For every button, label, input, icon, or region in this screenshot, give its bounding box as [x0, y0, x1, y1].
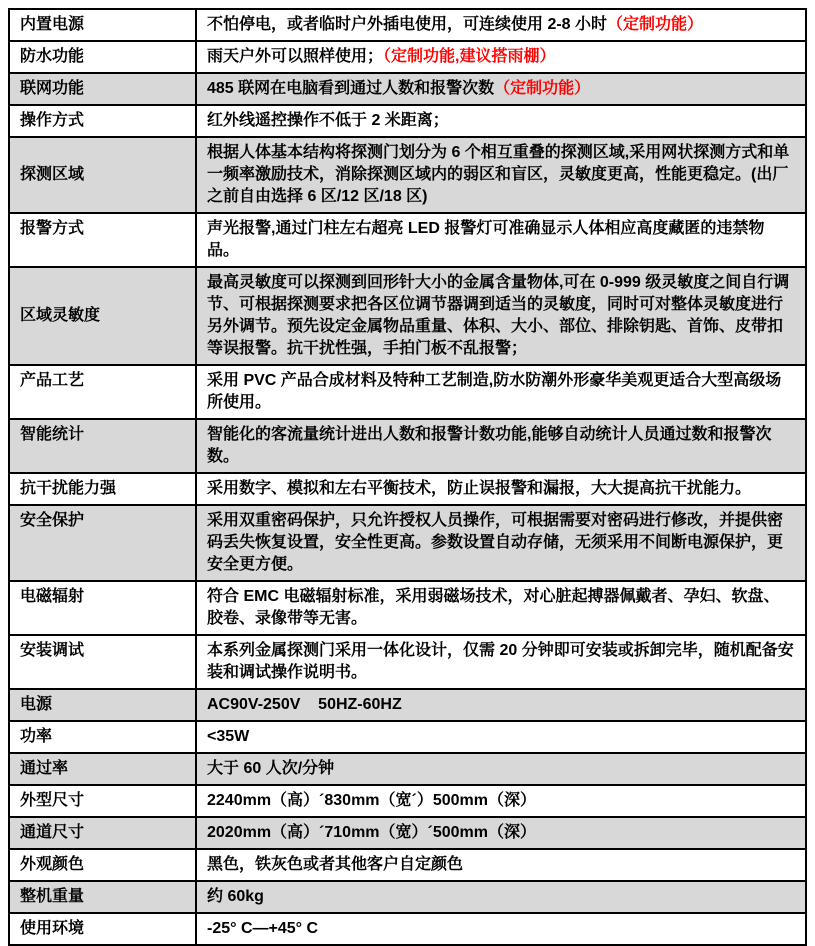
spec-name-label: 功率 [20, 728, 53, 745]
table-row [9, 689, 806, 721]
spec-value-cell [196, 881, 806, 913]
spec-value-highlight: （定制功能） [607, 16, 704, 33]
spec-value-cell [196, 689, 806, 721]
spec-name-cell [9, 689, 196, 721]
spec-name-cell [9, 817, 196, 849]
spec-name-cell [9, 137, 196, 213]
table-row [9, 785, 806, 817]
spec-value-cell [196, 41, 806, 73]
spec-value-cell [196, 849, 806, 881]
spec-name-label: 区域灵敏度 [20, 307, 101, 324]
spec-name-cell [9, 267, 196, 365]
spec-value-text: <35W [207, 728, 250, 745]
spec-value-text: 符合 EMC 电磁辐射标准，采用弱磁场技术，对心脏起搏器佩戴者、孕妇、软盘、胶卷、录像带等无害。 [207, 588, 780, 627]
spec-value-text: 采用双重密码保护，只允许授权人员操作，可根据需要对密码进行修改，并提供密码丢失恢复设置，安全性更高。参数设置自动存储，无须采用不间断电源保护，更安全更方便。 [207, 512, 784, 573]
spec-name-cell [9, 41, 196, 73]
table-row [9, 105, 806, 137]
spec-value-highlight: （定制功能,建议搭雨棚） [383, 48, 556, 65]
spec-name-label: 通道尺寸 [20, 824, 85, 841]
table-row [9, 41, 806, 73]
table-row [9, 213, 806, 267]
table-row [9, 721, 806, 753]
table-row [9, 9, 806, 41]
spec-name-cell [9, 913, 196, 945]
table-row [9, 635, 806, 689]
spec-value-text: -25° C—+45° C [207, 920, 319, 937]
table-row [9, 505, 806, 581]
spec-value-cell [196, 635, 806, 689]
spec-value-text: 最高灵敏度可以探测到回形针大小的金属含量物体,可在 0-999 级灵敏度之间自行调节、可根据探测要求把各区位调节器调到适当的灵敏度，同时可对整体灵敏度进行另外调节。预先设定金属物品重量、体积、大小、部位、排除钥匙、首饰、皮带扣等误报警。抗干扰性强，手拍门板不乱报警； [207, 274, 790, 357]
spec-name-label: 智能统计 [20, 426, 85, 443]
spec-name-cell [9, 753, 196, 785]
spec-name-cell [9, 105, 196, 137]
table-row [9, 817, 806, 849]
spec-name-cell [9, 419, 196, 473]
table-row [9, 267, 806, 365]
table-row [9, 581, 806, 635]
table-row [9, 419, 806, 473]
spec-value-cell [196, 913, 806, 945]
spec-name-cell [9, 721, 196, 753]
spec-value-text: 根据人体基本结构将探测门划分为 6 个相互重叠的探测区域,采用网状探测方式和单一频率激励技术，消除探测区域内的弱区和盲区，灵敏度更高，性能更稳定。(出厂之前自由选择 6 区/12 区/18 区) [207, 144, 790, 205]
spec-value-text: 约 60kg [207, 888, 264, 905]
spec-value-cell [196, 213, 806, 267]
spec-value-text: 黑色，铁灰色或者其他客户自定颜色 [207, 856, 464, 873]
spec-value-cell [196, 419, 806, 473]
spec-name-label: 整机重量 [20, 888, 85, 905]
spec-value-text: 2020mm（高）´710mm（宽）´500mm（深） [207, 824, 537, 841]
spec-value-cell [196, 581, 806, 635]
spec-name-label: 外观颜色 [20, 856, 85, 873]
spec-value-highlight: （定制功能） [494, 80, 591, 97]
spec-value-cell [196, 105, 806, 137]
spec-value-text: 采用 PVC 产品合成材料及特种工艺制造,防水防潮外形豪华美观更适合大型高级场所使用。 [207, 372, 782, 411]
spec-value-text: AC90V-250V 50HZ-60HZ [207, 696, 402, 713]
spec-value-cell [196, 267, 806, 365]
spec-value-cell [196, 73, 806, 105]
spec-name-label: 探测区域 [20, 166, 85, 183]
spec-value-text: 雨天户外可以照样使用； [207, 48, 384, 65]
product-spec-table [8, 8, 807, 946]
spec-value-text: 2240mm（高）´830mm（宽´）500mm（深） [207, 792, 537, 809]
spec-name-label: 电源 [20, 696, 53, 713]
spec-name-cell [9, 635, 196, 689]
spec-value-text: 不怕停电，或者临时户外插电使用，可连续使用 2-8 小时 [207, 16, 608, 33]
table-row [9, 753, 806, 785]
spec-name-label: 通过率 [20, 760, 69, 777]
spec-name-cell [9, 73, 196, 105]
spec-value-text: 485 联网在电脑看到通过人数和报警次数 [207, 80, 495, 97]
spec-name-cell [9, 505, 196, 581]
spec-name-cell [9, 785, 196, 817]
spec-value-text: 采用数字、模拟和左右平衡技术，防止误报警和漏报，大大提高抗干扰能力。 [207, 480, 752, 497]
spec-value-cell [196, 721, 806, 753]
spec-value-text: 本系列金属探测门采用一体化设计，仅需 20 分钟即可安装或拆卸完毕，随机配备安装和调试操作说明书。 [207, 642, 794, 681]
spec-value-cell [196, 753, 806, 785]
table-row [9, 913, 806, 945]
table-row [9, 365, 806, 419]
spec-value-cell [196, 9, 806, 41]
spec-value-cell [196, 817, 806, 849]
spec-name-label: 抗干扰能力强 [20, 480, 117, 497]
spec-value-text: 大于 60 人次/分钟 [207, 760, 335, 777]
spec-value-text: 智能化的客流量统计进出人数和报警计数功能,能够自动统计人员通过数和报警次数。 [207, 426, 772, 465]
spec-name-label: 联网功能 [20, 80, 85, 97]
spec-name-label: 内置电源 [20, 16, 85, 33]
spec-name-label: 外型尺寸 [20, 792, 85, 809]
spec-name-label: 电磁辐射 [20, 588, 85, 605]
spec-name-label: 安全保护 [20, 512, 85, 529]
table-row [9, 473, 806, 505]
spec-name-cell [9, 213, 196, 267]
spec-name-label: 操作方式 [20, 112, 85, 129]
spec-name-label: 使用环境 [20, 920, 85, 937]
spec-value-cell [196, 137, 806, 213]
spec-value-cell [196, 505, 806, 581]
spec-name-cell [9, 849, 196, 881]
spec-value-text: 声光报警,通过门柱左右超亮 LED 报警灯可准确显示人体相应高度藏匿的违禁物品。 [207, 220, 765, 259]
spec-value-cell [196, 365, 806, 419]
spec-value-text: 红外线遥控操作不低于 2 米距离； [207, 112, 449, 129]
spec-name-cell [9, 881, 196, 913]
spec-name-cell [9, 473, 196, 505]
spec-name-cell [9, 581, 196, 635]
table-row [9, 881, 806, 913]
spec-name-cell [9, 365, 196, 419]
spec-value-cell [196, 785, 806, 817]
spec-table-body [9, 9, 806, 945]
table-row [9, 137, 806, 213]
spec-name-label: 防水功能 [20, 48, 85, 65]
spec-name-label: 产品工艺 [20, 372, 85, 389]
table-row [9, 849, 806, 881]
spec-name-label: 报警方式 [20, 220, 85, 237]
spec-value-cell [196, 473, 806, 505]
spec-name-label: 安装调试 [20, 642, 85, 659]
table-row [9, 73, 806, 105]
spec-name-cell [9, 9, 196, 41]
